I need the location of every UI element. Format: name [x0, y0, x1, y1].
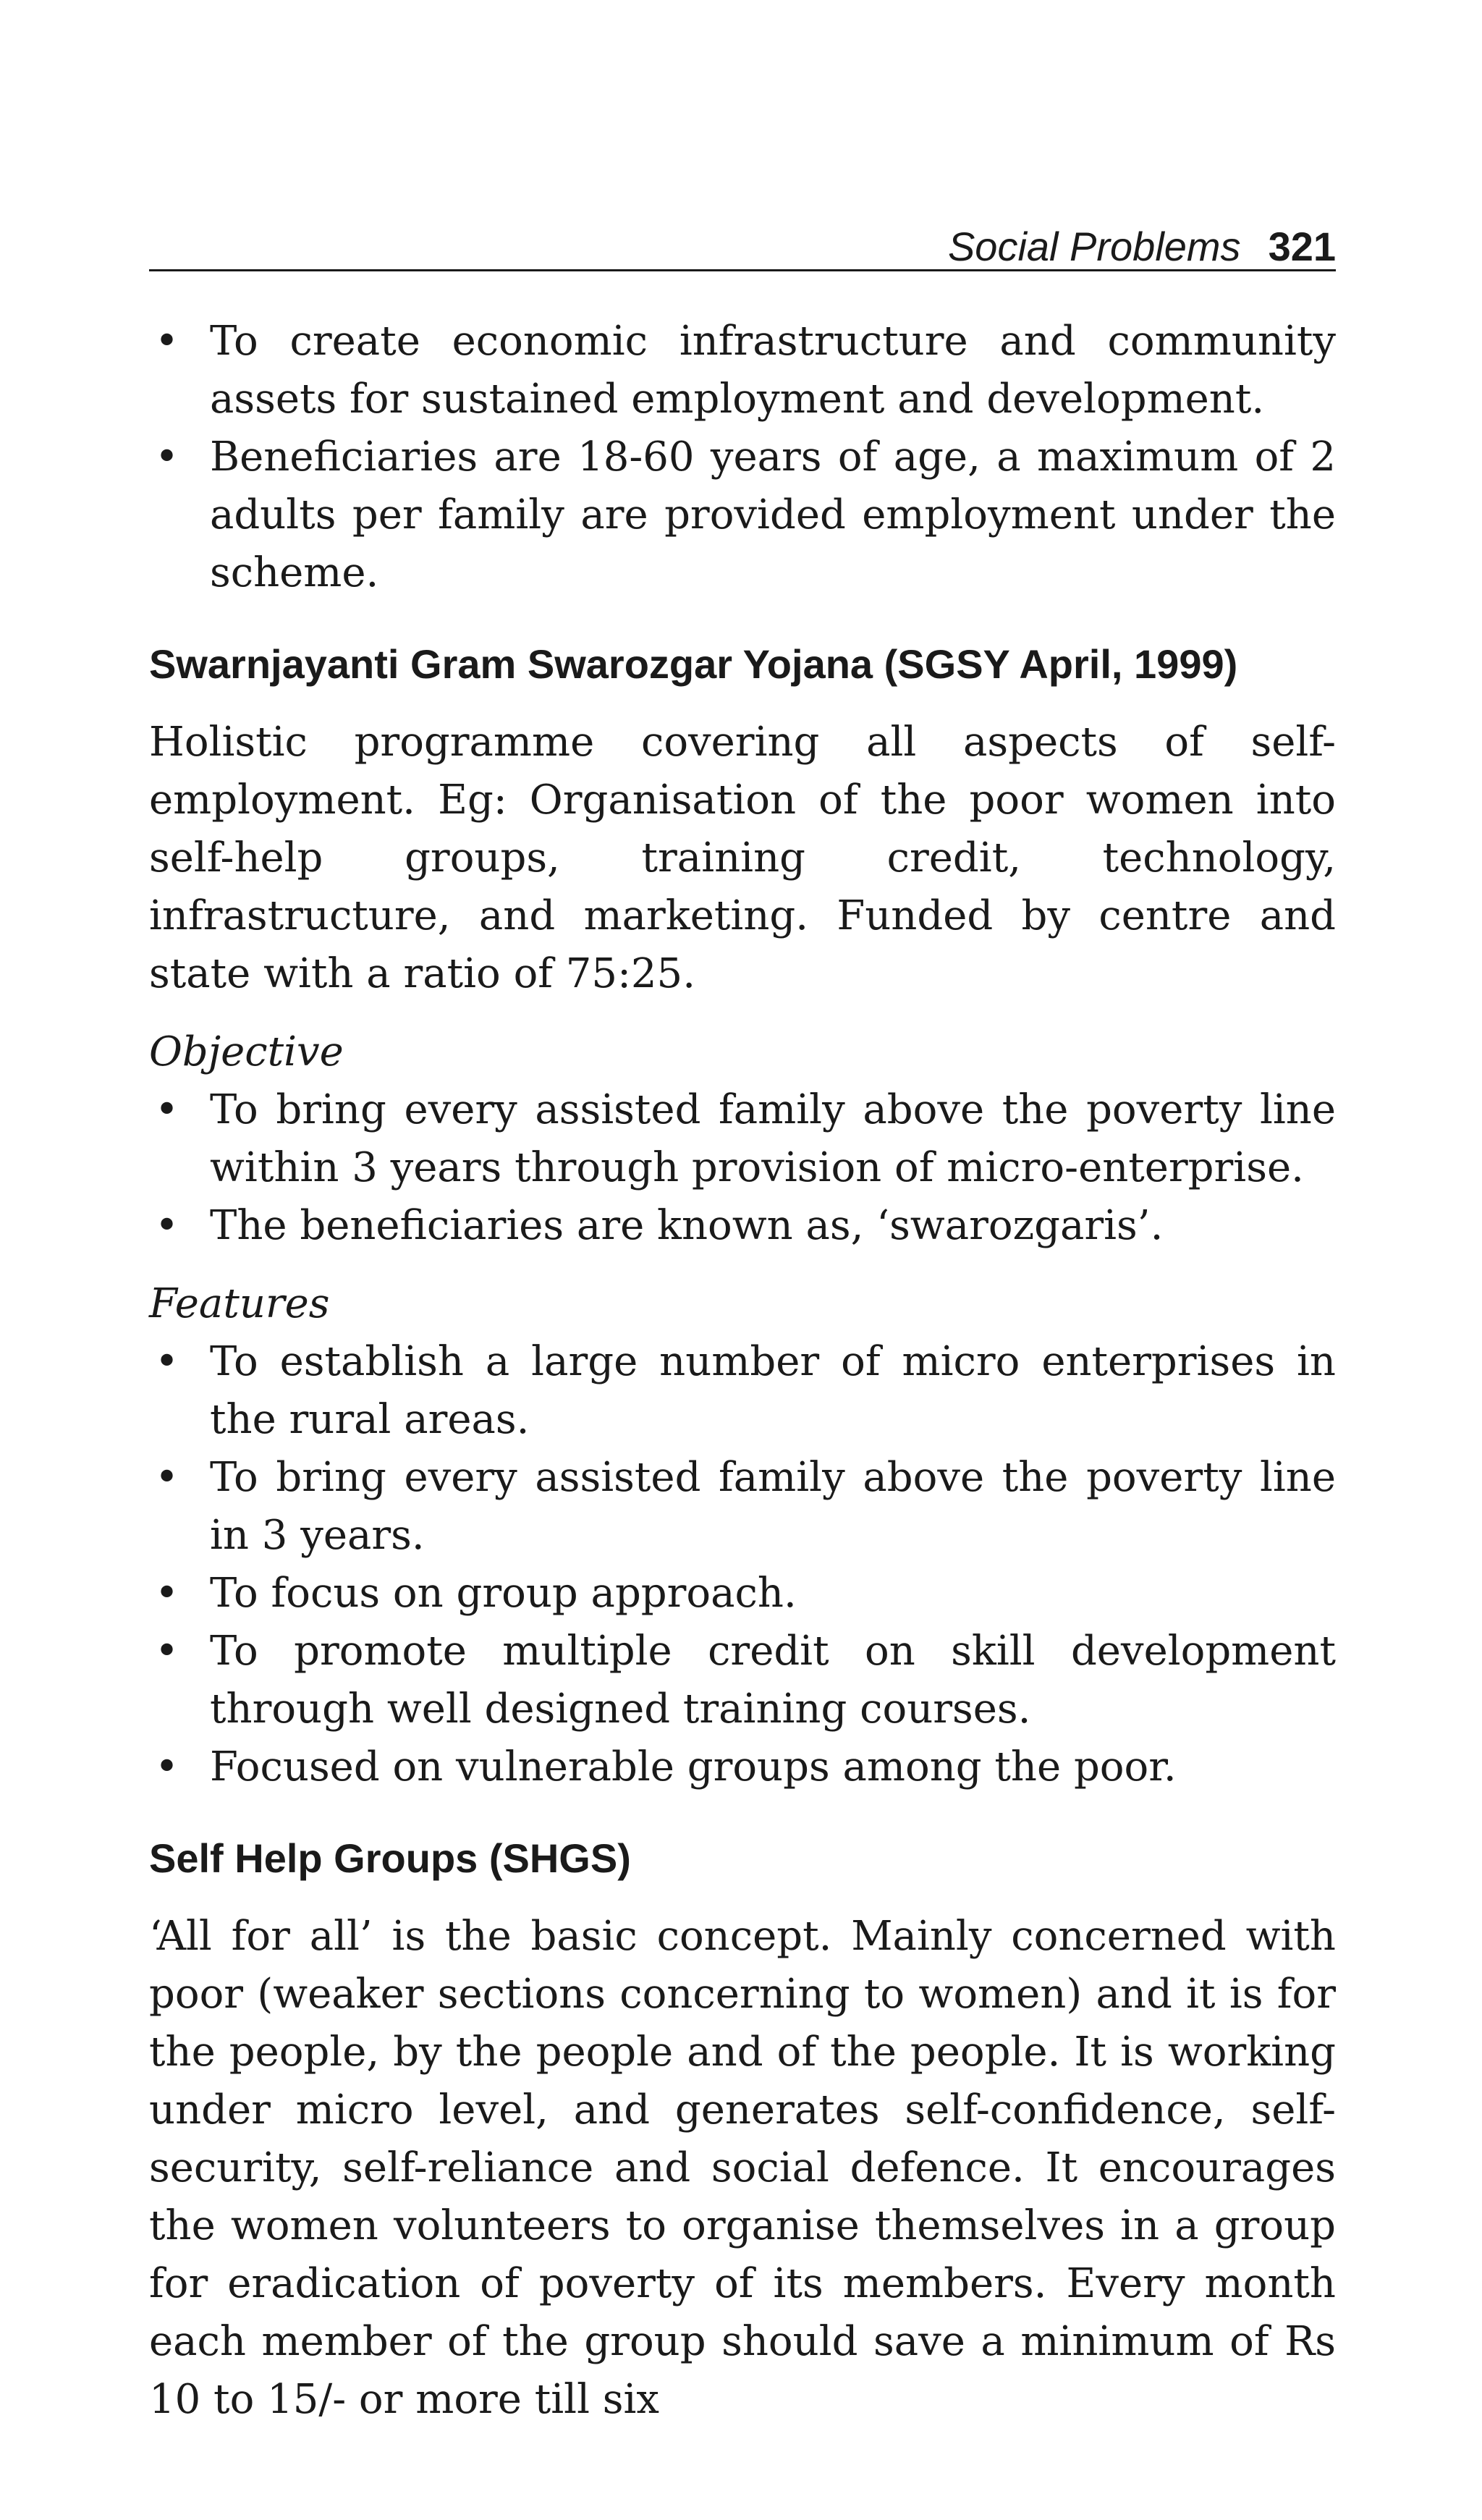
objective-subheading: Objective — [149, 1028, 344, 1075]
list-item: • To bring every assisted family above the poverty line within 3 years through provision of micro-enterprise. — [149, 1081, 1336, 1197]
list-item: • The beneficiaries are known as, ‘swarozgaris’. — [149, 1197, 1336, 1255]
sgsy-section — [149, 635, 1336, 1796]
page-body — [149, 313, 1336, 2429]
shgs-paragraph: ‘All for all’ is the basic concept. Mainly concerned with poor (weaker sections concerning to women) and it is for the people, by the people and of the people. It is working under micro level, and generates self-confidence, self-security, self-reliance and social defence. It encourages the women volunteers to organise themselves in a group for eradication of poverty of its members. Every month each member of the group should save a minimum of Rs 10 to 15/- or more till six — [149, 1913, 1336, 2423]
features-subheading: Features — [149, 1280, 330, 1327]
list-item: • To focus on group approach. — [149, 1565, 1336, 1623]
sgsy-paragraph: Holistic programme covering all aspects of self-employment. Eg: Organisation of the poor women into self-help groups, training credit, technology, infrastructure, and marketing. Funded by centre and state with a ratio of 75:25. — [149, 719, 1336, 997]
list-item: • Beneficiaries are 18-60 years of age, a maximum of 2 adults per family are provided employment under the scheme. — [149, 428, 1336, 602]
shgs-section — [149, 1830, 1336, 2429]
header-rule — [149, 269, 1336, 271]
running-header — [149, 214, 1336, 272]
running-title: Social Problems — [947, 224, 1241, 269]
page-number: 321 — [1268, 224, 1336, 269]
list-item: • To create economic infrastructure and community assets for sustained employment and development. — [149, 313, 1336, 428]
objective-list — [149, 1081, 1336, 1255]
intro-bullet-list — [149, 313, 1336, 602]
list-item: • To promote multiple credit on skill development through well designed training courses. — [149, 1623, 1336, 1738]
sgsy-heading: Swarnjayanti Gram Swarozgar Yojana (SGSY April, 1999) — [149, 641, 1238, 687]
shgs-heading: Self Help Groups (SHGS) — [149, 1835, 631, 1881]
features-list — [149, 1333, 1336, 1796]
list-item: • Focused on vulnerable groups among the poor. — [149, 1738, 1336, 1796]
list-item: • To establish a large number of micro enterprises in the rural areas. — [149, 1333, 1336, 1449]
list-item: • To bring every assisted family above the poverty line in 3 years. — [149, 1449, 1336, 1565]
